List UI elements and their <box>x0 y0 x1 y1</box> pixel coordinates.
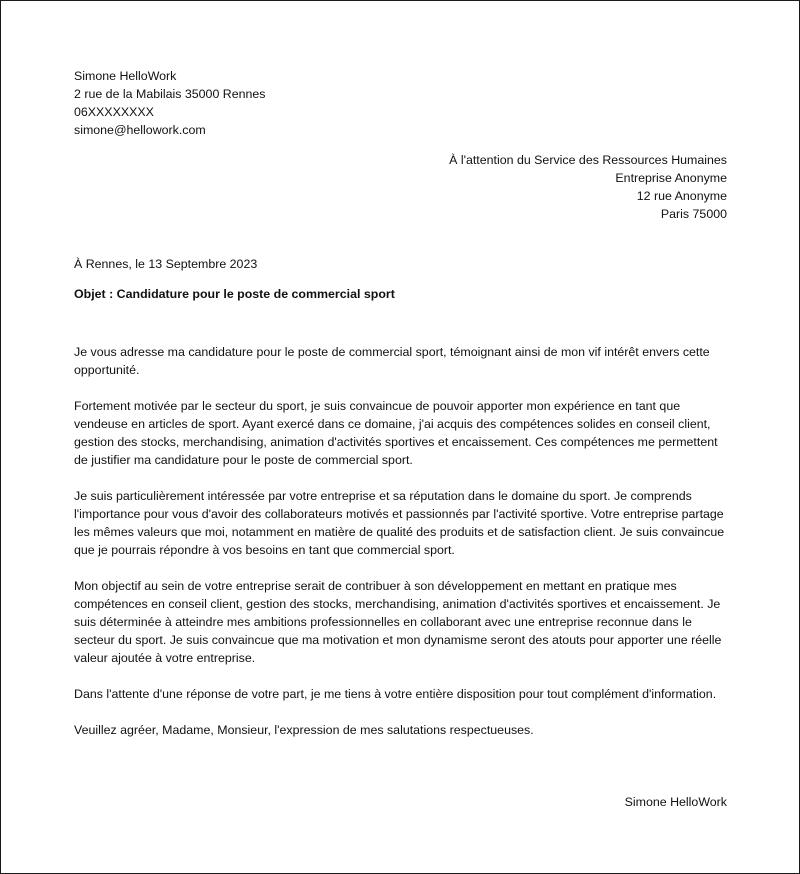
signature: Simone HelloWork <box>624 795 727 809</box>
recipient-company: Entreprise Anonyme <box>615 171 727 185</box>
recipient-block <box>449 151 727 223</box>
body-paragraph: Dans l'attente d'une réponse de votre part, je me tiens à votre entière disposition pour tout complément d'information. <box>74 687 717 701</box>
letter-body <box>74 343 734 757</box>
letter-subject: Objet : Candidature pour le poste de commercial sport <box>74 287 395 301</box>
body-paragraph: Je vous adresse ma candidature pour le poste de commercial sport, témoignant ainsi de mon vif intérêt envers cette opportunité. <box>74 345 710 377</box>
closing-paragraph: Veuillez agréer, Madame, Monsieur, l'expression de mes salutations respectueuses. <box>74 723 534 737</box>
recipient-city: Paris 75000 <box>660 207 727 221</box>
sender-address: 2 rue de la Mabilais 35000 Rennes <box>74 87 266 101</box>
body-paragraph: Mon objectif au sein de votre entreprise serait de contribuer à son développement en mettant en pratique mes compétences en conseil client, gestion des stocks, merchandising, animation d'activités sportives et encaissement. Je suis déterminée à atteindre mes ambitions professionnelles en collaborant avec une entreprise reconnue dans le secteur du sport. Je suis convaincue que ma motivation et mon dynamisme seront des atouts pour apporter une réelle valeur ajoutée à votre entreprise. <box>74 579 722 665</box>
sender-email: simone@hellowork.com <box>74 123 206 137</box>
recipient-street: 12 rue Anonyme <box>636 189 727 203</box>
sender-block <box>74 67 266 139</box>
recipient-attention: À l'attention du Service des Ressources Humaines <box>449 153 727 167</box>
body-paragraph: Je suis particulièrement intéressée par votre entreprise et sa réputation dans le domaine du sport. Je comprends l'importance pour vous d'avoir des collaborateurs motivés et passionnés par l'activité sportive. Votre entreprise partage les mêmes valeurs que moi, notamment en matière de qualité des produits et de satisfaction client. Je suis convaincue que je pourrais répondre à vos besoins en tant que commercial sport. <box>74 489 725 557</box>
sender-name: Simone HelloWork <box>74 69 177 83</box>
sender-phone: 06XXXXXXXX <box>74 105 154 119</box>
body-paragraph: Fortement motivée par le secteur du sport, je suis convaincue de pouvoir apporter mon expérience en tant que vendeuse en articles de sport. Ayant exercé dans ce domaine, j'ai acquis des compétences solides en conseil client, gestion des stocks, merchandising, animation d'activités sportives et encaissement. Ces compétences me permettent de justifier ma candidature pour le poste de commercial sport. <box>74 399 718 467</box>
letter-date: À Rennes, le 13 Septembre 2023 <box>74 257 258 271</box>
